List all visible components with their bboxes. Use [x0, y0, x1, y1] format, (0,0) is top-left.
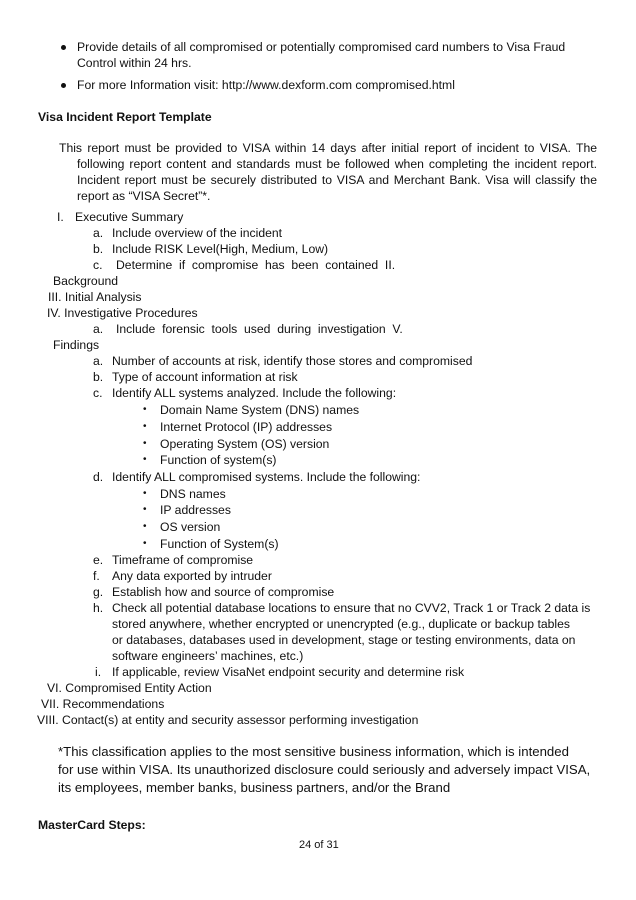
item-letter: e.	[93, 553, 104, 567]
item-text: Include RISK Level(High, Medium, Low)	[112, 242, 329, 256]
mastercard-heading: MasterCard Steps:	[38, 818, 146, 832]
page-number: 24 of 31	[299, 839, 339, 851]
sub-item-text: DNS names	[160, 487, 226, 501]
sub-item-text: Function of System(s)	[160, 537, 279, 551]
item-text: Type of account information at risk	[112, 370, 298, 384]
sub-item-text: Domain Name System (DNS) names	[160, 403, 360, 417]
outline-heading: Findings	[53, 338, 100, 352]
item-letter: i.	[95, 665, 102, 679]
outline-heading: Background	[53, 274, 119, 288]
bullet-text: Control within 24 hrs.	[77, 56, 192, 70]
intro-line: This report must be provided to VISA within 14 days after initial report of incident to VISA. The	[59, 141, 597, 155]
visa-heading: Visa Incident Report Template	[38, 110, 212, 124]
item-letter: b.	[93, 242, 104, 256]
small-bullet-icon: •	[143, 421, 147, 432]
intro-line: report as “VISA Secret”*.	[77, 189, 211, 203]
item-text: Check all potential database locations to ensure that no CVV2, Track 1 or Track 2 data is	[112, 601, 591, 615]
footnote-line: for use within VISA. Its unauthorized disclosure could seriously and adversely impact VISA,	[58, 762, 591, 777]
footnote-line: *This classification applies to the most sensitive business information, which is intended	[58, 744, 569, 759]
sub-item-text: OS version	[160, 520, 221, 534]
item-letter: g.	[93, 585, 104, 599]
item-letter: f.	[93, 569, 100, 583]
sub-item-text: IP addresses	[160, 503, 231, 517]
bullet-text: For more Information visit: http://www.dexform.com compromised.html	[77, 78, 455, 92]
item-text: If applicable, review VisaNet endpoint security and determine risk	[112, 665, 465, 679]
intro-line: following report content and standards must be followed when completing the incident report.	[77, 157, 597, 171]
bullet-icon	[61, 45, 66, 50]
bullet-text: Provide details of all compromised or potentially compromised card numbers to Visa Fraud	[77, 40, 566, 54]
item-text: software engineers’ machines, etc.)	[112, 649, 304, 663]
outline-heading: VIII. Contact(s) at entity and security assessor performing investigation	[37, 713, 419, 727]
item-text: stored anywhere, whether encrypted or unencrypted (e.g., duplicate or backup tables	[112, 617, 570, 631]
outline-heading: III. Initial Analysis	[48, 290, 142, 304]
item-text: Identify ALL compromised systems. Include the following:	[112, 470, 421, 484]
item-letter: h.	[93, 601, 104, 615]
item-text: Include forensic tools used during investigation V.	[116, 322, 403, 336]
small-bullet-icon: •	[143, 454, 147, 465]
small-bullet-icon: •	[143, 521, 147, 532]
item-letter: c.	[93, 386, 103, 400]
small-bullet-icon: •	[143, 488, 147, 499]
item-text: Identify ALL systems analyzed. Include the following:	[112, 386, 397, 400]
outline-heading: VII. Recommendations	[41, 697, 165, 711]
item-letter: a.	[93, 226, 104, 240]
item-letter: a.	[93, 354, 104, 368]
small-bullet-icon: •	[143, 538, 147, 549]
item-text: or databases, databases used in development, stage or testing environments, data on	[112, 633, 576, 647]
item-letter: d.	[93, 470, 104, 484]
bullet-icon	[61, 83, 66, 88]
outline-heading: VI. Compromised Entity Action	[47, 681, 212, 695]
item-letter: b.	[93, 370, 104, 384]
sub-item-text: Internet Protocol (IP) addresses	[160, 420, 333, 434]
item-text: Any data exported by intruder	[112, 569, 272, 583]
outline-heading: Executive Summary	[75, 210, 184, 224]
outline-numeral: I.	[57, 210, 64, 224]
item-text: Determine if compromise has been contained II.	[116, 258, 396, 272]
footnote-line: its employees, member banks, business partners, and/or the Brand	[58, 780, 451, 795]
item-letter: c.	[93, 258, 103, 272]
item-text: Establish how and source of compromise	[112, 585, 335, 599]
sub-item-text: Function of system(s)	[160, 453, 277, 467]
item-letter: a.	[93, 322, 104, 336]
item-text: Number of accounts at risk, identify those stores and compromised	[112, 354, 473, 368]
outline-heading: IV. Investigative Procedures	[47, 306, 198, 320]
small-bullet-icon: •	[143, 404, 147, 415]
item-text: Include overview of the incident	[112, 226, 283, 240]
small-bullet-icon: •	[143, 438, 147, 449]
intro-line: Incident report must be securely distributed to VISA and Merchant Bank. Visa will classify the	[77, 173, 597, 187]
small-bullet-icon: •	[143, 504, 147, 515]
item-text: Timeframe of compromise	[112, 553, 254, 567]
sub-item-text: Operating System (OS) version	[160, 437, 330, 451]
